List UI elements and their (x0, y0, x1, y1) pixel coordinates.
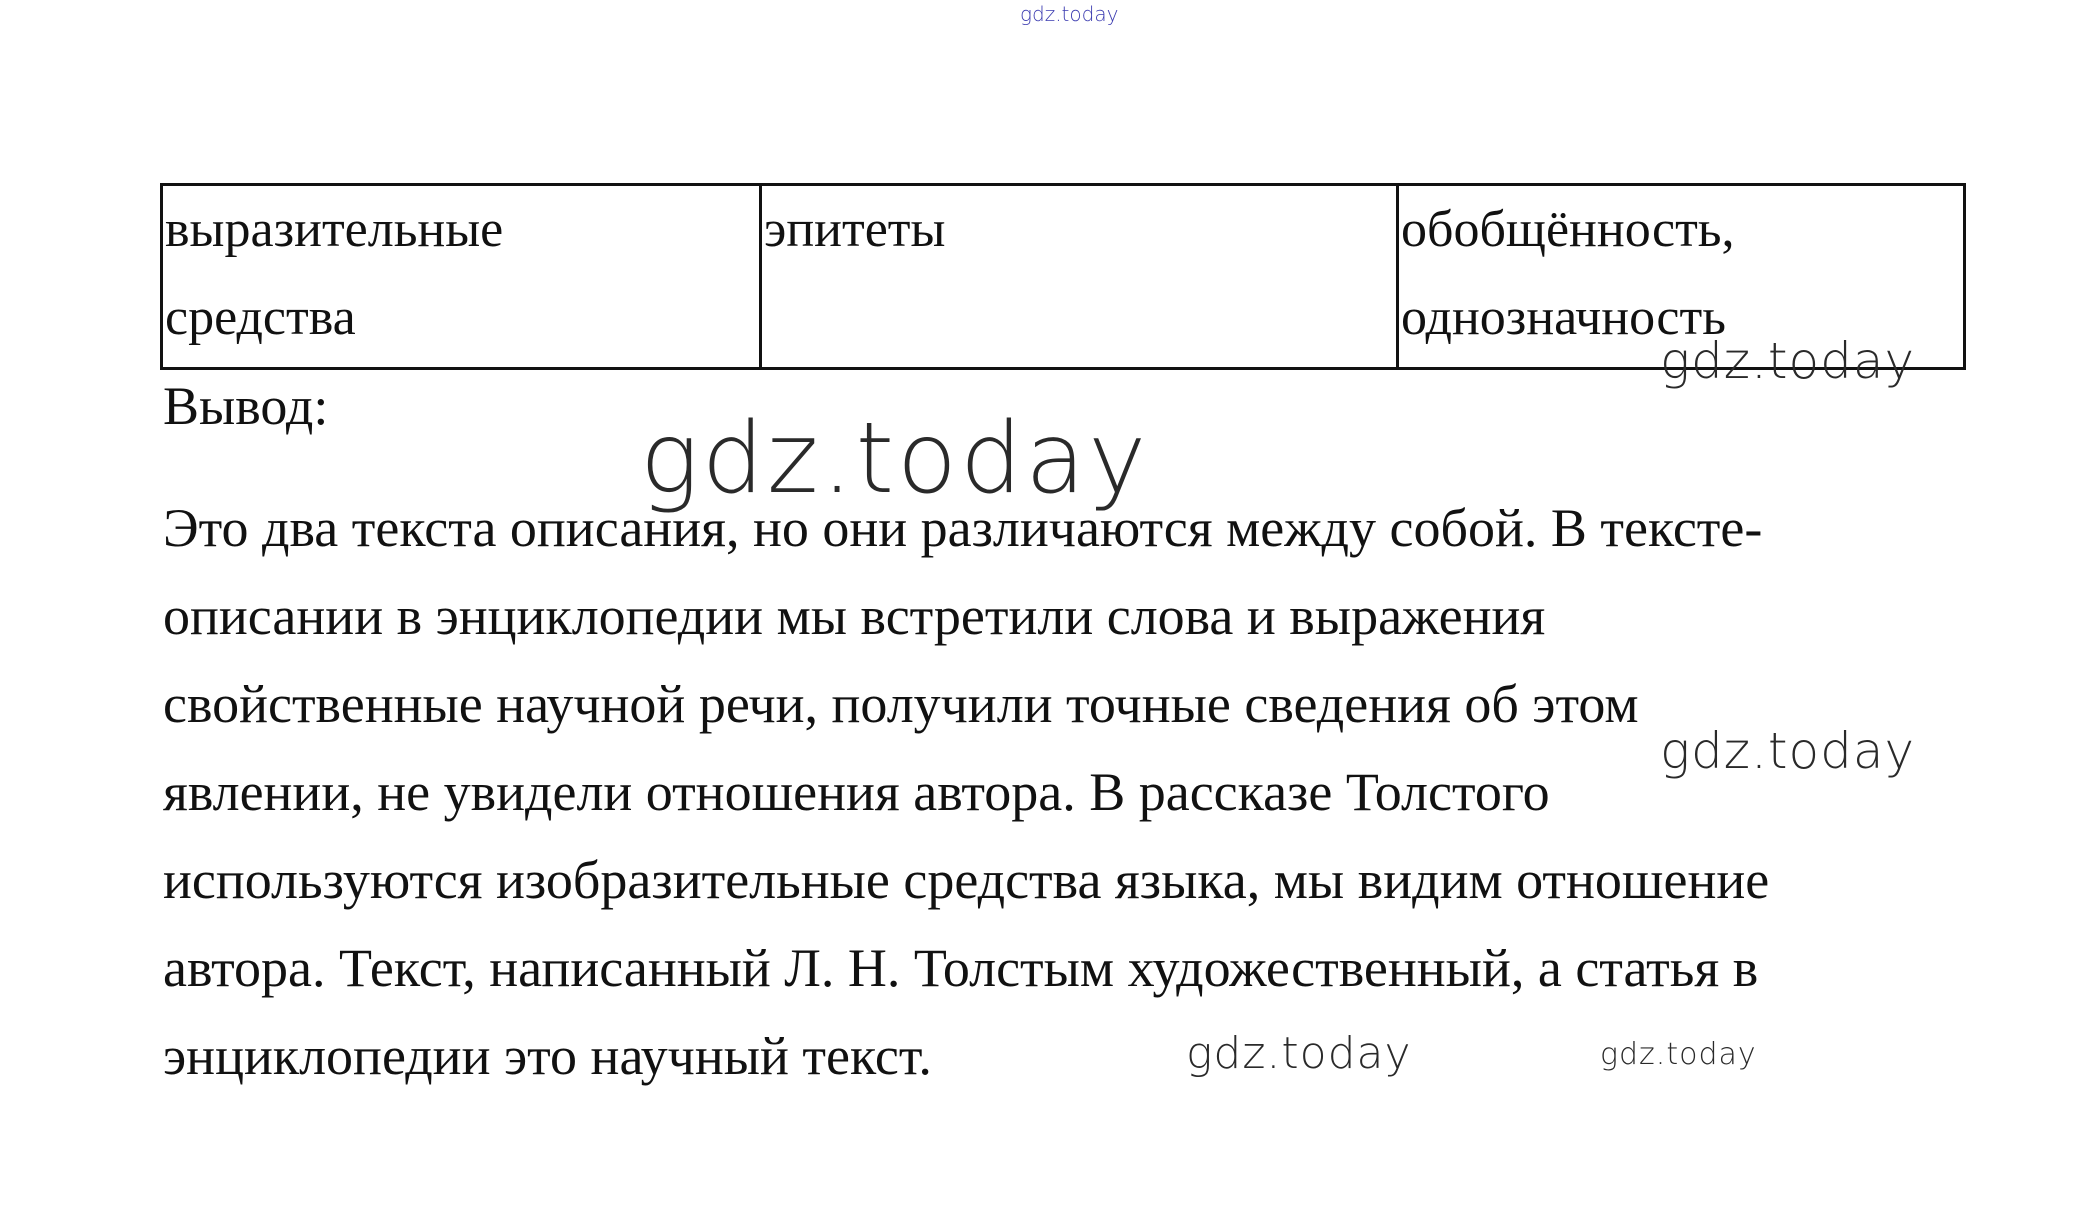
conclusion-line: энциклопедии это научный текст. (163, 1026, 932, 1086)
conclusion-heading: Вывод: (163, 376, 329, 436)
table-cell-feature: выразительные средства (162, 185, 761, 369)
conclusion-line: автора. Текст, написанный Л. Н. Толстым художественный, а статья в (163, 938, 1759, 998)
watermark-top: gdz.today (1020, 2, 1119, 26)
conclusion-line: явлении, не увидели отношения автора. В рассказе Толстого (163, 762, 1550, 822)
watermark-large: gdz.today (640, 402, 1150, 516)
conclusion-paragraph (163, 484, 1943, 1100)
conclusion-line: описании в энциклопедии мы встретили слова и выражения (163, 586, 1546, 646)
watermark-bottom-center: gdz.today (1186, 1028, 1412, 1079)
watermark-table: gdz.today (1660, 332, 1916, 390)
watermark-bottom-right: gdz.today (1600, 1037, 1757, 1072)
conclusion-line: Это два текста описания, но они различаются между собой. В тексте- (163, 498, 1763, 558)
table-cell-text-b: обобщённость, однозначность (1398, 185, 1965, 369)
table-cell-text-a: эпитеты (761, 185, 1398, 369)
watermark-middle: gdz.today (1660, 722, 1916, 780)
conclusion-line: свойственные научной речи, получили точные сведения об этом (163, 674, 1639, 734)
conclusion-line: используются изобразительные средства языка, мы видим отношение (163, 850, 1770, 910)
